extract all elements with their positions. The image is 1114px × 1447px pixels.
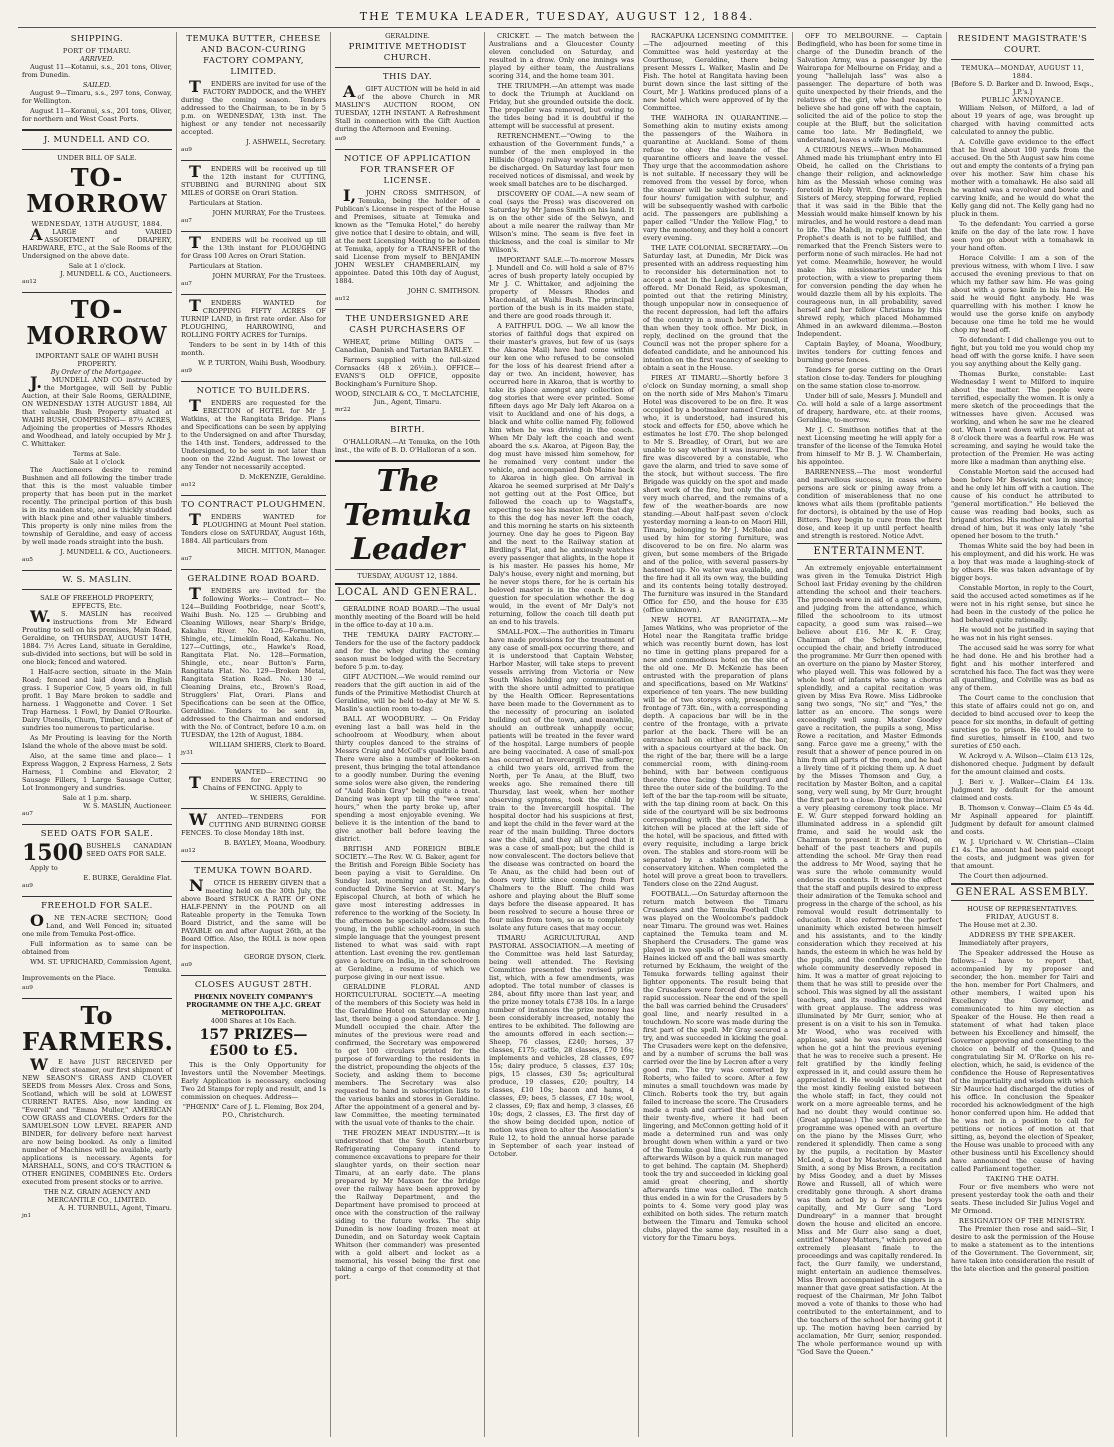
news-item: FIRES AT TIMARU.—Shortly before 3 o'clock on Sunday morning, a small shop on the north side of Mrs Mahon's Timaru Hotel was discovered to be on fire. It was occupied by a bootmaker named Cranston, who, it is understood, had insured his stock and effects for £50, above which he estimates he lost £70. The shop belonged to Mr S. Breadley, of Orari, but we are unable to say whether it was insured. The fire was discovered by a constable, who gave the alarm, and tried to save some of the stock, but without success. The fire Brigade was quickly on the spot and made short work of the fire, but only the studs, very much charred, and the remains of a few of the weather-boards are now standing.—About half-past seven o'clock yesterday morning a lean-to on Maori Hill, Timaru, belonging to Mr J. McRobie and used by him for storing furniture, was discovered to be on fire. No alarm was given, but some members of the Brigade and of the police, with several passers-by hastened up. No water was available, and the fire had it all its own way, the building and its contents being totally destroyed. The furniture was insured in the Standard Office for £50, and the house for £35 (office unknown). bbox=[643, 374, 788, 614]
birth-body: O'HALLORAN.—At Temuka, on the 10th inst., the wife of B. D. O'Halloran of a son. bbox=[335, 438, 480, 454]
court-before: [Before S. D. Barker and D. Inwood, Esqs., J.P.'s.] bbox=[951, 80, 1094, 96]
entertainment-heading: ENTERTAINMENT. bbox=[813, 546, 926, 557]
tomorrow-body-2: J.MUNDELL AND CO instructed by the Mortgagee, will Sell by Public Auction, at their Sale Rooms, GERALDINE, ON WEDNESDAY 13TH AUGUST 1884, All that valuable Bush Property situated at WAIHI BUSH, COMPRISING— 87½ ACRES, Adjoining the properties of Messrs Rhodes and Woodhead, and lately occupied by Mr J. C. Whittaker. bbox=[22, 373, 172, 448]
ploughing-advert bbox=[181, 233, 326, 288]
local-general-heading: LOCAL AND GENERAL. bbox=[337, 587, 478, 598]
flag-date: TUESDAY, AUGUST 12, 1884. bbox=[335, 569, 480, 580]
cutting-signature: JOHN MURRAY, For the Trustees. bbox=[212, 209, 326, 217]
court-item: Constable Morton said the accused had been before Mr Beswick not long since; and he only let him off with a caution. The cause of his conduct he attributed to "general mortification." He believed the cause was reading bad books, such as brigand stories. His mother was in mortal dread of him, but it was only lately "she opened her bosom to the truth." bbox=[951, 468, 1094, 540]
cash-heading: THE UNDERSIGNED ARE CASH PURCHASERS OF bbox=[345, 314, 470, 335]
phoenix-advert bbox=[181, 980, 326, 1119]
ref-code: au12 bbox=[335, 296, 350, 302]
shipping-arrived-label: ARRIVED. bbox=[79, 55, 115, 63]
tomorrow-heading-1: TO-MORROW bbox=[26, 163, 168, 218]
phoenix-signature: "PHŒNIX" Care of J. L. Fleming, Box 204, P.O., Christchurch. bbox=[182, 1103, 325, 1119]
maslin-heading: W. S. MASLIN. bbox=[62, 575, 132, 585]
tomorrow-heading-2: TO-MORROW bbox=[26, 295, 168, 350]
gorse-signature: B. BAYLEY, Moana, Woodbury. bbox=[224, 839, 326, 847]
court-item: The Court came to the conclusion that this state of affairs could not go on, and decided to bind accused over to keep the peace for six months, in default of getting sureties go to prison. He would have to find sureties, himself in £100, and two sureties of £50 each. bbox=[951, 694, 1094, 750]
house-heading: HOUSE OF REPRESENTATIVES. bbox=[967, 905, 1078, 913]
news-item: RACKAPUKA LICENSING COMMITTEE.—The adjourned meeting of this Committee was held yesterday at the Courthouse, Geraldine, there being present Messrs L. Walker, Maslin and De Fish. The hotel at Rangitata having been burnt down since the last sitting of the Court, Mr J. Watkins produced plans of a new hotel which were approved of by the Committee. bbox=[643, 32, 788, 112]
cutting-body: TENDERS will be received up till the 12th instant for CUTTING, STUBBING and BURNING about SIX MILES of GORSE on Orari Station. bbox=[181, 162, 326, 197]
ref-code: au12 bbox=[22, 279, 37, 285]
builders-advert bbox=[181, 386, 326, 489]
plough-signature: JOHN MURRAY, For the Trustees. bbox=[212, 272, 326, 280]
court-item: W. J. Uprichard v. W. Christian—Claim £1 4s. The amount had been paid except the costs, and judgment was given for that amount. bbox=[951, 838, 1094, 870]
phoenix-heading: PHŒNIX NOVELTY COMPANY'S PROGRAMME ON THE A.J.C. GREAT METROPOLITAN. bbox=[186, 993, 321, 1017]
house-item: Immediately after prayers, bbox=[959, 939, 1049, 947]
court-item: Thomas White said the boy had been in his employment, and did his work. He was a boy that was made a laughing-stock of by others. He was taken advantage of by bigger boys. bbox=[951, 542, 1094, 582]
local-item: BRITISH AND FOREIGN BIBLE SOCIETY.—The Rev. W. G. Baker, agent for the British and Foreign Bible Society has been paying a visit to Geraldine. On Sunday last, morning and evening, he conducted Divine Service at St. Mary's Episcopal Church, at both of which he gave most interesting addresses in reference to the working of the Society. In the afternoon he specially addressed the young, in the public school-room, in such simple language that the youngest present listened to what was said with rapt attention. Last evening the rev. gentleman gave a lecture on India, in the schoolroom at Geraldine, a resume of which we purpose giving in our next issue. bbox=[335, 845, 480, 981]
methodist-heading: PRIMITIVE METHODIST CHURCH. bbox=[348, 42, 467, 63]
seed-apply: Apply to bbox=[30, 864, 58, 872]
gift-body: AGIFT AUCTION will be held in aid of the above Church in MR MASLIN'S AUCTION ROOM, ON TUESDAY, 12TH INSTANT. A Refreshment Stall in connection with the Gift Auction during the Afternoon and Evening. bbox=[335, 82, 480, 133]
town-heading: TEMUKA TOWN BOARD. bbox=[194, 866, 313, 876]
plough-particulars: Particulars at Station. bbox=[189, 262, 263, 270]
ref-code: jn1 bbox=[22, 1213, 32, 1219]
mundell-heading: J. MUNDELL AND CO. bbox=[43, 135, 151, 145]
methodist-advert bbox=[335, 32, 480, 143]
ref-code: au7 bbox=[22, 811, 33, 817]
ref-code: au9 bbox=[181, 368, 192, 374]
column-1 bbox=[18, 32, 176, 1437]
seed-body: BUSHELS CANADIAN SEED OATS FOR SALE. bbox=[86, 842, 172, 858]
court-date: TEMUKA—MONDAY, AUGUST 11, 1884. bbox=[960, 64, 1085, 80]
town-signature: GEORGE DYSON, Clerk. bbox=[243, 953, 326, 961]
court-item: B. Thomson v. Conway—Claim £5 4s 4d. Mr Aspinall appeared for plaintiff. Judgment by default for amount claimed and costs. bbox=[951, 804, 1094, 836]
licence-advert bbox=[335, 154, 480, 303]
crop-signature: W. P. TURTON, Waihi Bush, Woodbury. bbox=[198, 359, 326, 367]
thisday-heading: THIS DAY. bbox=[382, 72, 433, 82]
cash-signature: WOOD, SINCLAIR & CO., T. McCLATCHIE, Jun., Agent, Timaru. bbox=[335, 390, 480, 406]
freehold2-note: Improvements on the Place. bbox=[22, 974, 116, 982]
freehold2-signature: WM. ST. UPRICHARD, Commission Agent, Temuka. bbox=[30, 958, 172, 974]
newspaper-page bbox=[18, 32, 1098, 1437]
ref-code: au7 bbox=[181, 281, 192, 287]
ref-code: mr22 bbox=[335, 407, 351, 413]
licence-body: I,JOHN CROSS SMITHSON, of Temuka, being the holder of a Publican's License in respect of the House and Premises, situate at Temuka and known as the "Temuka Hotel," do hereby give notice that I desire to obtain, and will, at the next Licensing Meeting to be holden at Temuka, apply for a TRANSFER of the said License from myself to BENJAMIN JOHN WESLEY CHAMBERLAIN, my appointee. Dated this 10th day of August, 1884. bbox=[335, 186, 480, 285]
house-item: Four or five members who were not present yesterday took the oath and their seats. These included Sir Julius Vogel and Mr Ormond. bbox=[951, 1183, 1094, 1215]
news-item: NEW HOTEL AT RANGITATA.—Mr James Watkins, who was proprietor of the Hotel near the Rangitata traffic bridge which was recently burnt down, has lost no time in getting plans prepared for a new and commodious hotel on the site of the old one. Mr D. McKenzie has been entrusted with the preparation of plans and specifications, based on Mr Watkins' experience of ten years. The new building will be of two storeys only, presenting a frontage of 73ft. 6in., with a corresponding depth. A capacious bar will be in the centre of the frontage, with a private parlor at the back. There will be an entrance hall on either side of the bar, with a spacious courtyard at the back. On the right of the bar, there will be a large commercial room, with dining-room behind, with bar between contiguous thereto three facing the courtyard and three the outer side of the building. To the left of the bar the tap-room will be situate, with the tap dining room at back. On this side of the courtyard will be six bedrooms corresponding with the other side. The kitchen will be placed at the left side of the hotel, will be spacious, and fitted with every requisite, including a large brick oven. The stables and store-room will be separated by a stable room with a conservatory kitchen. When completed the hotel will prove a great boon to travellers. Tenders close on the 22nd August. bbox=[643, 616, 788, 888]
shipping-notice bbox=[22, 34, 172, 123]
seed-heading: SEED OATS FOR SALE. bbox=[40, 829, 154, 839]
shipping-sailed-label: SAILED. bbox=[82, 81, 112, 89]
ploughmen-signature: MICH. MITTON, Manager. bbox=[236, 547, 326, 555]
court-item: The accused said he was sorry for what he had done. He and his brother had a fight and his mother interfered and scratched his face. The fact was they were all quarelling, and Colville was as bad as any of them. bbox=[951, 644, 1094, 692]
road-signature: WILLIAM SHIERS, Clerk to Board. bbox=[209, 741, 326, 749]
tomorrow-sub-2: IMPORTANT SALE OF WAIHI BUSH PROPERTY. bbox=[35, 352, 159, 368]
ref-code: au9 bbox=[181, 962, 192, 968]
freehold2-body: ONE TEN-ACRE SECTION; Good Land, and Well Fenced in; situated one mile from Temuka Post-office. bbox=[22, 911, 172, 938]
column-7 bbox=[946, 32, 1098, 1437]
local-item: BALL AT WOODBURY. — On Friday evening last a ball was held in the schoolroom at Woodbury, when about thirty couples danced to the strains of Messrs Craig and McColl's quadrille band. There were also a number of lookers-on present, thus bringing the total attendance to a goodly number. During the evening some solos were also given, the rendering of "Auld Robin Gray" being quite a treat. Dancing was kept up till the "wee sma' hours," when the party broke up, after spending a most enjoyable evening. We believe it is the intention of the band to give another ball before leaving the district. bbox=[335, 715, 480, 843]
licence-heading: NOTICE OF APPLICATION FOR TRANSFER OF LICENSE. bbox=[343, 154, 472, 186]
column-3 bbox=[330, 32, 484, 1437]
butter-body: TENDERS are invited for use of the FACTORY PADDOCK, and the WHEY during the coming season. Tenders addressed to the Chairman, to be in by 5 p.m. on WEDNESDAY, 13th inst. The highest or any tender not necessarily accepted. bbox=[181, 77, 326, 136]
builders-heading: NOTICE TO BUILDERS. bbox=[196, 386, 311, 396]
local-item: THE FROZEN MEAT INDUSTRY.—It is understood that the South Canterbury Refrigerating Company intend to commence excavations to prepare for their slaughter yards, on their section near Timaru, at an early date. The plans prepared by Mr Maxson for the bridge over the railway have been approved by the Railway Department, and the Department have promised to proceed at once with the construction of the railway siding to the future works. The ship Dunedin is now loading frozen meat at Dunedin, and on Saturday week Captain Whitson (her commander) was presented with a gold albert and locket as a memorial, his vessel being the first one taking a cargo of that commodity at that port. bbox=[335, 1129, 480, 1281]
court-item: To the defendant: You carried a gorse knife on the day of the late row. I have seen you go about with a tomahawk in your hand often. bbox=[951, 220, 1094, 252]
news-item: THE WAIHORA IN QUARANTINE.—Something akin to mutiny exists among the passengers of the Waihora in quarantine at Auckland. Some of them refuse to obey the mandate of the quarantine officers and leave the vessel. They urge that the accommodation ashore is not suitable. If necessary they will be removed from the vessel by force, when the steamer will be subjected to twenty-four hours' fumigation with sulphur, and will be subsequently washed with carbolic acid. The passengers are publishing a paper called "Under the Yellow Flag," to vary the monotony, and they hold a concert every evening. bbox=[643, 114, 788, 242]
news-item: Tenders for gorse cutting on the Orari station close to-day. Tenders for ploughing on the same station close to-morrow. bbox=[797, 366, 942, 390]
news-item: A CURIOUS NEWS.—When Mohammed Ahmed made his triumphant entry into El Obeid, he called on the Christians to change their religion, and acknowledge him as the Messiah whose coming was foretold in Holy Writ. One of the French Sisters of Mercy, stepping forward, replied that it was said in the Bible that the Messiah would make himself known by his miracles, and he would restore a dead man to life. The Mahdi, in reply, said that the Prophet's death is not to be fulfilled, and remarked that the French Sisters were to perform none of such miracles. He had not yet come. Meanwhile, however, he would make his missionaries under his protection, with a view to preparing them for conversion pending the day when he would dazzle them all by his exploits. The courageous nun, in all probability, saved herself and her fellow Christians by this shrewd reply, which placed Mohammed Ahmed in an awkward dilemma.—Boston Independent. bbox=[797, 146, 942, 338]
freehold-signature: W. S. MASLIN, Auctioneer. bbox=[83, 802, 172, 810]
gorse-fences-advert bbox=[181, 810, 326, 855]
gorse-body: WANTED—TENDERS FOR CUTTING AND BURNING GORSE FENCES. To close Monday 18th inst. bbox=[181, 810, 326, 837]
column-4 bbox=[484, 32, 638, 1437]
house-met: The House met at 2.30. bbox=[959, 921, 1038, 929]
seed-oats-advert bbox=[22, 829, 172, 890]
flag-title: The Temuka Leader bbox=[343, 464, 472, 567]
ref-code: au12 bbox=[181, 482, 196, 488]
news-item: IMPORTANT SALE.—To-morrow Messrs J. Mundell and Co. will hold a sale of 87½ acres of bush property lately occupied by Mr J. C. Whittaker, and adjoining the property of Messrs Rhodes and Macdonald, at Waihi Bush. The principal portion of the bush is in its maiden state, and there are good roads through it. bbox=[489, 256, 634, 320]
butter-factory-advert bbox=[181, 34, 326, 154]
court-annoyance-label: PUBLIC ANNOYANCE. bbox=[981, 96, 1064, 104]
court-item: W. Ackroyd v. A. Wilson—Claim £13 12s, dishonored cheque. Judgment by default for the amount claimed and costs. bbox=[951, 752, 1094, 776]
seed-signature: E. BURKE, Geraldine Flat. bbox=[83, 874, 172, 882]
freehold-note: As Mr Prouting is leaving for the North Island the whole of the above must be sold. bbox=[22, 734, 172, 750]
ref-code: au9 bbox=[181, 147, 192, 153]
butter-signature: J. ASHWELL, Secretary. bbox=[246, 138, 326, 146]
cash-body: Farmers supplied with the full-sized Cornsacks (48 x 26½in.). OFFICE—EVANS'S OLD OFFICE, opposite Bockingham's Furniture Shop. bbox=[335, 356, 480, 388]
shipping-sailing-2: August 11—Koranui, s.s., 201 tons, Oliver, for northern and West Coast Ports. bbox=[22, 107, 172, 123]
court-item: The Court then adjourned. bbox=[959, 872, 1048, 880]
court-item: William Nelson, of Milford, a lad of about 19 years of age, was brought up charged with having committed acts calculated to annoy the public. bbox=[951, 104, 1094, 136]
court-item: To defendant: I did challenge you out to fight, but you told me you would chop my head off with the gorse knife. I have seen you say anything about the Kelly gang. bbox=[951, 336, 1094, 368]
crop-note: Tenders to be sent in by 14th of this month. bbox=[181, 341, 326, 357]
ref-code: au9 bbox=[22, 883, 33, 889]
tomorrow-terms-1: Sale at 1 o'clock. bbox=[68, 262, 126, 270]
closes-heading: CLOSES AUGUST 28TH. bbox=[194, 980, 313, 990]
ploughmen-advert bbox=[181, 500, 326, 563]
news-item: DISCOVERY OF COAL.—A new seam of coal (says the Press) was discovered on Saturday by Mr James Smith on his land. It is on the other side of the Selwyn, and about a mile nearer the railway than Mr Wilson's mine. The seam is five feet in thickness, and the coal is similar to Mr Wilson's. bbox=[489, 190, 634, 254]
newspaper-flag bbox=[335, 460, 480, 585]
seed-quantity: 1500 bbox=[22, 840, 84, 866]
news-item: A FAITHFUL DOG. — We all know the stories of faithful dogs that expired on their master's graves, but few of us (says the Akaroa Mail) have had come within our ken one who refused to be consoled for the loss of his dearest friend after a day or two. An incident, however, has occurred here in Akaroa, that is worthy to take its place amongst any collection of dog stories that were ever printed. Some fifteen days ago Mr Daly left Akaroa on a visit to Auckland and one of his dogs, a black and white collie named Fly, followed him when he was driving in the coach. When Mr Daly left the coach and went aboard the s.s. Akaroa, at Pigeon Bay, the dog must have missed him somehow, for he remained very content under the vehicle, and accompanied Bob Maine back to Akaroa in high glee. On arrival in Akaroa he seemed surprised at Mr Daly's not getting out at the Post Office, but followed the coach up to Wagstaff's, expecting to see his master. From that day to this the dog has never left the coach, and this morning he starts on his sixteenth journey. One day he goes to Pigeon Bay and the next to the Railway station at Birdling's Flat, and he anxiously watches every passenger that alights, in the hope it is his master. He passes his home, Mr Daly's house, every night and morning, but he never stops there, for he is certain his beloved master is in the coach. It is a question for speculation whether the dog would, in the event of Mr Daly's not returning, follow the coach till death put an end to his travels. bbox=[489, 322, 634, 626]
ploughmen-body: TENDERS WANTED for PLOUGHING at Mount Peel station. Tenders close on SATURDAY, August 16th, 1884. All particulars from bbox=[181, 510, 326, 545]
ref-code: jy31 bbox=[181, 750, 194, 756]
house-item: The Speaker addressed the House as follows:—I have to report that, accompanied by my proposer and seconder, the hon. member for Tairi and the hon. member for Port Chalmers, and other members, I waited upon his Excellency the Governor, and communicated to him my election as Speaker of the House. He then read a statement of what had taken place between his Excellency and himself, the Governor approving and consenting to the choice on behalf of the Queen, and congratulating Sir M. O'Rorke on his re-election, which, he said, is evidence of the confidence the House of Representatives of the impartiality and wisdom with which Sir Maurice had discharged the duties of his office. In conclusion the Speaker recorded his acknowledgment of the high honor conferred upon him. He added that he was not in a position to call for petitions or notices of motion at that sitting, as, beyond the election of Speaker, the House was unable to proceed with any other business until his Excellency should have announced the cause of having called Parliament together. bbox=[951, 949, 1094, 1173]
news-item: Mr J. C. Smithson notifies that at the next Licensing meeting he will apply for a transfer of the license of the Temuka Hotel from himself to Mr B. J. W. Chamberlain, his appointee. bbox=[797, 426, 942, 466]
court-item: Constable Morton, in reply to the Court, said the accused acted sometimes as if he were not in his right sense, but since he had been in the custody of the police he had behaved quite rationally. bbox=[951, 584, 1094, 624]
house-item: The Premier then rose and said—Sir, I desire to ask the permission of the House to make a statement as to the intentions of the Government. The Government, sir, have taken into consideration the result of the late election and the general position bbox=[951, 1225, 1094, 1273]
freehold-sale-advert bbox=[22, 901, 172, 992]
fencing-advert bbox=[181, 768, 326, 802]
tomorrow-terms-2: Terms at Sale. bbox=[73, 450, 121, 458]
birth-heading: BIRTH. bbox=[390, 425, 425, 435]
news-item: TIMARU AGRICULTURAL AND PASTORAL ASSOCIATION.—A meeting of the Committee was held last Saturday, being well attended. The Revising Committee presented the revised prize list, which, with a few amendments, was adopted. The total number of classes is 284, about fifty more than last year, and the prize money totals £738 10s. In a large number of instances the prize money has been considerably increased, notably the entires to be exhibited. The following are the amounts offered in each section:—Sheep, 76 classes, £240; horses, 37 classes, £175; cattle, 28 classes, £70 16s; implements and vehicles, 28 classes, £97 15s; dairy produce, 5 classes, £37 10s; pigs, 15 classes, £30 5s; agricultural produce, 19 classes, £20; poultry, 14 classes, £10 10s; bacon and hams, 4 classes, £9; bees, 5 classes, £7 10s; wool, 2 classes, £9; flax and hemp, 3 classes, £6 10s; dogs, 2 classes, £3. The first day of the show being decided upon, notice of motion was given to alter the Association's Rule 12, to hold the annual horse parade in September of each year instead of October. bbox=[489, 934, 634, 1158]
town-board-advert bbox=[181, 866, 326, 969]
local-item: GERALDINE FLORAL AND HORTICULTURAL SOCIETY.—A meeting of the members of this Society was held in the Geraldine Hotel on Saturday evening last, there being a good attendance. Mr J. Mundell occupied the chair. After the minutes of the previous were read and confirmed, the Secretary was empowered to get 100 circulars printed for the purpose of forwarding to the residents in the district, propounding the objects of the Society, and asking them to become members. The Secretary was also requested to hand in subscription lists to the various banks and stores in Geraldine. After the appointment of a general and by-law Committee, the meeting terminated with the usual vote of thanks to the chair. bbox=[335, 983, 480, 1127]
shipping-heading: SHIPPING. bbox=[70, 34, 124, 44]
freehold-body: W.S. MASLIN has received instructions from Mr Edward Prouting to sell on his premises, Main Road, Geraldine, on THURSDAY, AUGUST 14TH, 1884. 7½ Acres Land, situate in Geraldine, sub-divided into sections, but will be sold in one block; fenced and watered. bbox=[22, 607, 172, 666]
gorse-cutting-advert bbox=[181, 162, 326, 225]
ref-code: au7 bbox=[181, 556, 192, 562]
town-body: NOTICE IS HEREBY GIVEN that a meeting held on the 30th July, the above Board STRUCK A RATE OF ONE HALF-PENNY in the POUND on all Rateable property in the Temuka Town Board District, and the same will be PAYABLE on and after August 26th, at the Board Office. Also, the ROLL is now open for inspection. bbox=[181, 876, 326, 951]
road-board-advert bbox=[181, 574, 326, 757]
geraldine-label: GERALDINE. bbox=[385, 32, 430, 40]
assembly-heading: GENERAL ASSEMBLY. bbox=[955, 887, 1090, 898]
news-item: OFF TO MELBOURNE. — Captain Bedingfield, who has been for some time in charge of the Dunedin branch of the Salvation Army, was a passenger by the Wairarapa for Melbourne on Friday, and a young "hallelujah lass" was also a passenger. The departure of both was quite unexpected by their friends, and the relatives of the girl, who had reason to believe she had gone off with the captain, solicited the aid of the police to stop the couple at the Bluff, but the solicitation came too late. Mr Bedingfield, we understand, leaves a wife in Dunedin. bbox=[797, 32, 942, 144]
tomorrow-time-2: Sale at 1 o'clock bbox=[69, 458, 125, 466]
column-6 bbox=[792, 32, 946, 1437]
farmers-body: WE have JUST RECEIVED per direct steamer, our first shipment of NEW SEASON'S GRASS AND CLOVER SEEDS from Messrs Alex. Cross and Sons, Scotland, which will be sold at LOWEST CURRENT RATES. Also, now landing ex "Everell" and "Emma Muller," AMERICAN COW GRASS and CLOVERS. Orders for the SAMUELSON LOW LEVEL REAPER AND BINDER, for delivery before next harvest are now being booked. As only a limited number of Machines will be available, early applications is necessary. Agents for MARSHALL, SONS, and CO'S TRACTION & OTHER ENGINES, COMBINES Etc. Orders executed from present stocks or to arrive. bbox=[22, 1055, 172, 1186]
builders-body: TENDERS are requested for the ERECTION of HOTEL for Mr J. Watkins, at the Rangitata Bridge. Plans and Specifications can be seen by applying to the Undersigned on and after Thursday, the 14th inst. Tenders, addressed to the Undersigned, to be sent in not later than noon on the 22nd August. The lowest or any Tender not necessarily accepted. bbox=[181, 396, 326, 471]
court-item: He would not be justified in saying that he was not in his right senses. bbox=[951, 626, 1094, 642]
maslin-advert bbox=[22, 575, 172, 818]
ref-code: au9 bbox=[22, 985, 33, 991]
licence-signature: JOHN C. SMITHSON. bbox=[407, 287, 480, 295]
bill-of-sale-label: UNDER BILL OF SALE. bbox=[57, 154, 137, 162]
freehold-time: Sale at 1 p.m. sharp. bbox=[62, 794, 132, 802]
news-item: Captain Bayley, of Moana, Woodbury, invites tenders for cutting fences and burning gorse fences. bbox=[797, 340, 942, 364]
plough-body: TENDERS will be received up till the 13th instant for PLOUGHING for Grass 100 Acres on Orari Station. bbox=[181, 233, 326, 260]
entertainment-report: An extremely enjoyable entertainment was given in the Temuka District High School last Friday evening by the children attending the school and their teachers. The proceeds were in aid of a gymnasium, and judging from the attendance, which filled the schoolroom to its utmost capacity, a good sum was raised—we believe about £16. Mr K. F. Gray, Chairman of the School Committee, occupied the chair, and briefly introduced the programme. Mr Gurr then opened with an overture on the piano by Master Storey, who played well. This was followed by a whole host of infants who sang a chorus splendidly, and a capital recitation was given by Miss Eva Rowe. Miss Lidbrooke sang two songs, "No sir," and "Yes," the latter as an encore. The songs were exceedingly well sung. Master Goodey gave a recitation, the pupils a song, Miss Rowe a recitation, and Master Edmonds sang. Farce gave me a greeny," with the result that a shower of pence poured in on him from all parts of the room, and he had a lively time of it picking them up. A duet by the Misses Thomson and Guy, a recitation by Master Bolton, and a capital song, very well sung, by Mr Gurr, brought the first part to a close. During the interval a very pleasing ceremony took place. Mr E. W. Gurr stepped forward holding an illuminated address in a splendid gilt frame, and said he would ask the Chairman to present it to Mr Wood, on behalf of the past teachers and pupils attending the school. Mr Gray then read the address to Mr Wood, saying that he was sure the whole community would endorse its contents. It was to the effect that the staff and pupils desired to express their admiration of the Temuka school and progress in the charge of the school, as his removal would result detrimentally to education. It also referred to the perfect unanimity which existed between himself and his assistants, and to the kindly consideration which they received at his hands, the esteem in which he was held by the pupils, and the confidence which the whole community deservedly reposed in him. It was a matter of great rejoicing to them that he was still to preside over the school. This was signed by all the assistant teachers, and its reading was received with great applause. The address was illuminated by Mr Gurr, senior, who at present is on a visit to his son in Temuka. Mr Wood, who was received with applause, said he was much surprised when he got a hint the previous evening that he was to receive such a present. He felt gratified by the kindly feeling expressed in it, and could assure them he appreciated it. He would like to say that the most kindly feeling existed between the whole staff; in fact, they could not work on a more agreeable terms, and he had no doubt they would continue so. (Great applause.) The second part of the programme was opened with an overture on the piano by the Misses Gurr, who rendered it splendidly. Then came a song by the pupils, a recitation by Master McLeod, a duet by Masters Edmonds and Smith, a song by Miss Brown, a recitation by Miss Goodey, and a duet by Misses Rowe and Russell, all of which were creditably gone through. A short drama was then acted by a few of the boys capitally, and Mr Gurr sang "Lord Dundreary" in a manner that brought down the house and elicited an encore. Miss and Mr Gurr also sang a duet, entitled "Money Matters," which proved an extremely pleasant finale to the proceedings and was capitally rendered. In fact, the Gurr family, we understand, might entertain an audience themselves. Miss Brown accompanied the singers in a manner that gave great satisfaction. At the request of the Chairman, Mr John Talbot moved a vote of thanks to those who had contributed to the entertainment, and to the teachers of the school for having got it up. The motion having been carried by acclamation, Mr Gurr, senior, responded. The whole performance wound up with "God Save the Queen." bbox=[797, 564, 942, 1356]
tomorrow-body-1: ALARGE and VARIED ASSORTMENT of DRAPERY, HARDWARE, ETC., at the Sale Rooms of the Undersigned on the above date. bbox=[22, 225, 172, 260]
tomorrow-signature-1: J. MUNDELL & CO., Auctioneers. bbox=[60, 270, 172, 278]
news-item: FOOTBALL.—On Saturday afternoon the return match between the Timaru Crusaders and the Temuka Football Club was played on the Woolcombe's paddock near Timaru. The ground was wet. Haines captained the Temuka team and M. Shepherd the Crusaders. The game was played in two spells of 40 minutes each. Haines kicked off and the ball was smartly returned by Eckhaum, the weight of the Temuka forwards telling against their lighter opponents. The result being that the Crusaders were forced down twice in rapid succession. Near the end of the spell the ball was carried behind the Crusaders' goal line, and nearly resulted in a touchdown. No score was made during the first part of the spell. Mr Gray secured a try, and was succeeded in kicking the goal. The Crusaders were kept on the defensive, and by a number of scrums the ball was carried over the line by Lecren after a very good run. The try was converted by Roberts, who failed to score. After a few minutes a small touchdown was made by Clinch. Roberts took the try, but again failed to increase the score. The Crusaders made a rush and carried the ball out of their twenty-five, where it had been lingering, and McConnon getting hold of it made a determined run and was only brought down when within a yard or two of the Temuka goal line. A minute or two afterwards Wilson by a quick run managed to get behind. The captain (M. Shepherd) took the try and succeeded in kicking goal amid great cheering, and shortly afterwards time was called. The match thus ended in a win for the Crusaders by 5 points to 4. Some very good play was exhibited on both sides. The return match between the Timaru and Temuka school clubs, played the same day, resulted in a victory for the Timaru boys. bbox=[643, 890, 788, 1242]
resignation-heading: RESIGNATION OF THE MINISTRY. bbox=[958, 1217, 1087, 1225]
farmers-advert bbox=[22, 1003, 172, 1220]
fencing-body: TENDERS for ERECTING 90 Chains of FENCING. Apply to bbox=[189, 773, 326, 792]
cropping-advert bbox=[181, 296, 326, 375]
ref-code: au9 bbox=[335, 136, 346, 142]
shipping-arrival: August 11—Kotanui, s.s., 201 tons, Oliver, from Dunedin. bbox=[22, 63, 172, 79]
freehold2-heading: FREEHOLD FOR SALE. bbox=[41, 901, 153, 911]
freehold-heading: SALE OF FREEHOLD PROPERTY, EFFECTS, Etc. bbox=[40, 594, 154, 610]
fencing-signature: W. SHIERS, Geraldine. bbox=[250, 794, 326, 802]
farmers-heading: To FARMERS. bbox=[22, 1001, 174, 1056]
shipping-port: PORT OF TIMARU. bbox=[62, 47, 132, 55]
tomorrow-signature-2: J. MUNDELL & CO., Auctioneers. bbox=[60, 548, 172, 556]
ref-code: au7 bbox=[181, 218, 192, 224]
news-item: SMALL-POX.—The authorities in Timaru have made provisions for the treatment of any case of small-pox occurring there, and it is understood that Captain Webster, Harbor Master, will take steps to prevent vessels arriving from Victoria or New South Wales holding any communication with the shore until admitted to pratique by the Health Officer. Representations have been made to the Government as to the necessity of procuring an isolated building out of the town, and meanwhile, should an outbreak unhappily occur, patients will be treated in the fever ward of the hospital. Large numbers of people are being vaccinated. A case of small-pox has occurred at Invercargill. The sufferer, a child two years old, arrived from the North, per Te Anau, at the Bluff, two weeks ago. She remained there till Thursday, last week, when her mother observing symptoms, took the child by train to the Invercargill hospital. The hospital doctor had his suspicions at first, and kept the child in the fever ward at the rear of the main building. Three doctors saw the child, and they all agreed that it was a case of small-pox; but the child is now convalescent. The doctors believe that the disease was contracted on board the Te Anau, as the child had been out of doors very little since coming from Port Chalmers to the Bluff. The child was ashore and playing about the Bluff some days before the disease appeared. It has been resolved to secure a house three or four miles from town, so as to completely isolate any future cases that may occur. bbox=[489, 628, 634, 932]
waihi-bush-advert bbox=[22, 297, 172, 564]
phoenix-shares: 4000 Shares at 10s Each. bbox=[210, 1017, 297, 1025]
masthead: THE TEMUKA LEADER, TUESDAY, AUGUST 12, 1884. bbox=[18, 6, 1096, 28]
local-item: GIFT AUCTION.—We would remind our readers that the gift auction in aid of the funds of the Primitive Methodist Church at Geraldine, will be held to-day at Mr W. S. Maslin's auction room to-day. bbox=[335, 673, 480, 713]
farmers-signature-2: A. H. TURNBULL, Agent, Timaru. bbox=[58, 1204, 172, 1212]
birth-notice bbox=[335, 425, 480, 454]
ploughmen-heading: TO CONTRACT PLOUGHMEN. bbox=[181, 500, 326, 510]
local-item: THE TEMUKA DAIRY FACTORY.—Tenders for the use of the factory paddock and for the whey during the coming season must be lodged with the Secretary before 5 p.m. to-day. bbox=[335, 631, 480, 671]
court-heading: RESIDENT MAGISTRATE'S COURT. bbox=[957, 34, 1088, 55]
freehold2-info: Full information as to same can be obtained from bbox=[22, 940, 172, 956]
oath-heading: TAKING THE OATH. bbox=[985, 1175, 1060, 1183]
news-item: BARRENNESS.—The most wonderful and marvellous success, in cases where persons are sick or pining away from a condition of miserableness that no one knows what ails them (profitable patients for doctors), is obtained by the use of Hop Bitters. They begin to cure from the first dose, and keep it up until perfect health and strength is restored. Notice Advt. bbox=[797, 468, 942, 540]
tomorrow-by-2: By Order of the Mortgagee. bbox=[50, 368, 144, 376]
speaker-heading: ADDRESS BY THE SPEAKER. bbox=[969, 931, 1076, 939]
phoenix-body: This is the Only Opportunity for Investors until the November Meetings. Early Application is necessary, enclosing Two 2d Stamps for reply and result, and 1s commission on cheques. Address— bbox=[181, 1061, 326, 1101]
freehold-also: Also, at the same time and place— 1 Express Waggon, 2 Express Harness, 2 Sets Harness, 1 Combine and Elevator, 2 Sausage Fillers, 1 Large Sausage Cutter, Lot Ironmongery and sundries. bbox=[22, 752, 172, 792]
shipping-sailing-1: August 9—Timaru, s.s., 297 tons, Conway, for Wellington. bbox=[22, 89, 172, 105]
cutting-particulars: Particulars at Station. bbox=[189, 199, 263, 207]
ref-code: au12 bbox=[181, 848, 196, 854]
tomorrow-date-1: WEDNESDAY, 13TH AUGUST, 1884. bbox=[31, 220, 163, 228]
fencing-heading: WANTED— bbox=[234, 768, 273, 776]
news-item: Under bill of sale, Messrs J. Mundell and Co. will hold a sale of a large assortment of drapery, hardware, etc. at their rooms, Geraldine, to-morrow. bbox=[797, 392, 942, 424]
road-body: TENDERS are invited for the following Works:— Contract— No. 124—Building Footbridge, near Scott's, Waihi Bush. No. 125 — Grubbing and Cleaning Willows, near Sharp's Bridge, Kakahu River. No. 126—Formation, Shingle, etc., Limekiln Road, Kakahu. No. 127—Cuttings, etc., Hawke's Road, Rangitata Flat. No. 128—Formation, Shingle, etc., near Button's Farm, Rangitata Flat. No. 129—Broken Metal, Rangitata Station Road. No. 130 — Cleaning Drains, etc., Brown's Road, Strugglers' Flat, Orari. Plans and Specifications can be seen at the Office, Geraldine. Tenders to be sent in, addressed to the Chairman and endorsed with the No. of Contract, before 10 a.m. on TUESDAY, the 12th of August, 1884. bbox=[181, 584, 326, 739]
news-item: THE LATE COLONIAL SECRETARY.—On Saturday last, at Dunedin, Mr Dick was presented with an address requesting him to reconsider his determination not to accept a seat in the Legislative Council, if offered. Mr Donald Reid, as spokesman, pointed out that the retiring Ministry, though unpopular now in consequence of the recent depression, had left the affairs of the country in a much better position than when they took office. Mr Dick, in reply, declined on the ground that the Council was not the proper sphere for a defeated candidate, and he announced his intention on the first vacancy of seeking to obtain a seat in the House. bbox=[643, 244, 788, 372]
road-heading: GERALDINE ROAD BOARD. bbox=[187, 574, 320, 584]
column-2 bbox=[176, 32, 330, 1437]
crop-body: TENDERS WANTED for CROPPING FIFTY ACRES OF TURNIP LAND, in first rate order. Also for PLOUGHING, HARROWING, and ROLLING FORTY ACRES for Turnips. bbox=[181, 296, 326, 339]
farmers-signature-1: THE N.Z. GRAIN AGENCY AND MERCANTILE CO., LIMITED. bbox=[43, 1188, 151, 1204]
news-item: RETRENCHMENT.—"Owing to the exhaustion of the Government funds," a number of the men employed in the Hillside (Otago) railway workshops are to be discharged. On Saturday last four men received notices of dismissal, and week by week small batches are to be discharged. bbox=[489, 132, 634, 188]
ref-code: au5 bbox=[22, 557, 33, 563]
builders-signature: D. McKENZIE, Geraldine. bbox=[239, 473, 326, 481]
court-item: J. Beri v. J. Walker—Claim £4 13s. Judgment by default for the amount claimed and costs. bbox=[951, 778, 1094, 802]
cash-items: WHEAT, prime Milling OATS — Canadian, Danish and Tartarian BARLEY. bbox=[335, 338, 480, 354]
freehold-items: 1 Half-acre section, situate in the Main Road; fenced and laid down in English grass. 1 Superior Cow, 5 years old, in full profit. 1 Bay Mare broken to saddle and harness. 1 Waggonette and Cover. 1 Set Trap Harness. 1 Fowl, by Daniel O'Rourke. Dairy Utensils, Churn, Timber, and a host of sundries too numerous to particularise. bbox=[22, 668, 172, 732]
news-item: CRICKET. — The match between the Australians and a Gloucester County eleven concluded on Saturday, and resulted in a draw. Only one innings was played by either team, the Australians scoring 314, and the home team 301. bbox=[489, 32, 634, 80]
house-date: FRIDAY, AUGUST 8. bbox=[985, 913, 1060, 921]
local-item: GERALDINE ROAD BOARD.—The usual monthly meeting of the Board will be held in the office to-day at 10 a.m. bbox=[335, 605, 480, 629]
court-item: Thomas Burke, constable: Last Wednesday I went to Milford to inquire about the matter. The people were terrified, especially the women. It is only a mere sketch of the proceedings that the witnesses have given. Accused was working, and when he saw me he cleared out. When I went down with a warrant at 8 o'clock there was a fearful row. He was screaming, and saying he would take the protection of the Premier. He was acting more like a madman than anything else. bbox=[951, 370, 1094, 466]
mundell-advert bbox=[22, 135, 172, 286]
court-item: Horace Colville: I am a son of the previous witness, with whom I live. I saw accused the evening previous to that on which my father saw him. He was going about with a gorse knife in his hand. He said he would fight anybody. He was quarrelling with his mother. I know he would use the gorse knife on anybody because one time he told me he would chop my head off. bbox=[951, 254, 1094, 334]
tomorrow-note-2: The Auctioneers desire to remind Bushmen and all following the timber trade that this is the most valuable timber property that has been put in the market recently. The principal portion of this bush is in its maiden state, and is thickly studded with black pine and other valuable timbers. This property is only nine miles from the township of Geraldine, and easy of access by well made roads straight into the bush. bbox=[22, 466, 172, 546]
phoenix-prizes: 157 PRIZES—£500 to £5. bbox=[199, 1027, 308, 1059]
news-item: THE TRIUMPH.—An attempt was made to dock the Triumph at Auckland on Friday, but she grounded outside the dock. The propeller was removed, but owing to the tides being bad it is doubtful if the attempt will be successful at present. bbox=[489, 82, 634, 130]
court-item: A. Colville gave evidence to the effect that he lived about 100 yards from the accused. On the 5th August saw him come out and empty the contents of a frying pan over his mother. Saw him chase his mother with a tomahawk. He also said all he wanted was a revolver and bowie and carving knife, and he would do what the Kelly gang did not. The Kelly gang had no pluck in them. bbox=[951, 138, 1094, 218]
butter-heading: TEMUKA BUTTER, CHEESE AND BACON-CURING FACTORY COMPANY, LIMITED. bbox=[186, 34, 321, 77]
cash-purchasers-advert bbox=[335, 314, 480, 414]
column-5 bbox=[638, 32, 792, 1437]
